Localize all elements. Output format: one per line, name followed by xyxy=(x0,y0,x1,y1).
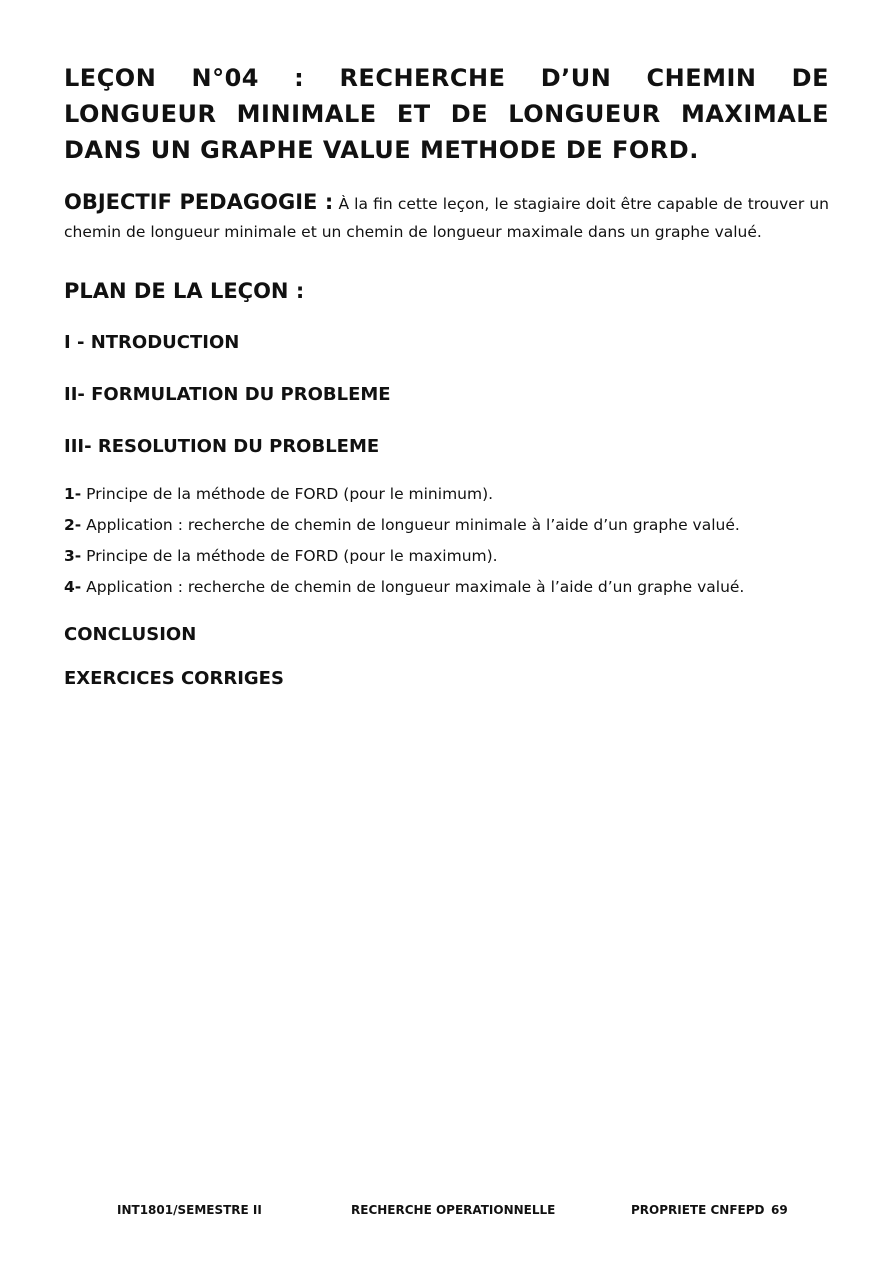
section-conclusion: CONCLUSION xyxy=(64,624,197,645)
resolution-sub-list xyxy=(64,479,829,603)
objective-text: À la fin cette leçon, le stagiaire doit être capable de trouver un chemin de longueur minimale et un chemin de longueur maximale dans un graphe valué. xyxy=(64,195,829,241)
page-footer xyxy=(117,1203,787,1223)
document-page xyxy=(64,60,829,691)
list-item xyxy=(64,572,829,603)
list-item-text: Principe de la méthode de FORD (pour le maximum). xyxy=(86,547,498,565)
footer-subject: RECHERCHE OPERATIONNELLE xyxy=(351,1203,556,1217)
objective-paragraph xyxy=(64,188,829,246)
section-exercises: EXERCICES CORRIGES xyxy=(64,668,284,689)
objective-label: OBJECTIF PEDAGOGIE : xyxy=(64,190,334,214)
footer-owner: PROPRIETE CNFEPD xyxy=(631,1203,765,1217)
list-item xyxy=(64,510,829,541)
section-formulation: II- FORMULATION DU PROBLEME xyxy=(64,384,391,405)
list-item-text: Application : recherche de chemin de longueur minimale à l’aide d’un graphe valué. xyxy=(86,516,740,534)
section-introduction: I - NTRODUCTION xyxy=(64,332,240,353)
list-item-number: 2- xyxy=(64,516,82,534)
list-item xyxy=(64,479,829,510)
list-item-number: 4- xyxy=(64,578,82,596)
list-item xyxy=(64,541,829,572)
lesson-title: LEÇON N°04 : RECHERCHE D’UN CHEMIN DE LONGUEUR MINIMALE ET DE LONGUEUR MAXIMALE DANS UN GRAPHE VALUE METHODE DE FORD. xyxy=(64,64,829,164)
list-item-text: Principe de la méthode de FORD (pour le minimum). xyxy=(86,485,494,503)
footer-course-code: INT1801/SEMESTRE II xyxy=(117,1203,262,1217)
plan-title: PLAN DE LA LEÇON : xyxy=(64,279,305,303)
list-item-number: 1- xyxy=(64,485,82,503)
section-resolution: III- RESOLUTION DU PROBLEME xyxy=(64,436,380,457)
list-item-text: Application : recherche de chemin de longueur maximale à l’aide d’un graphe valué. xyxy=(86,578,745,596)
list-item-number: 3- xyxy=(64,547,82,565)
footer-page-number: 69 xyxy=(771,1203,788,1217)
